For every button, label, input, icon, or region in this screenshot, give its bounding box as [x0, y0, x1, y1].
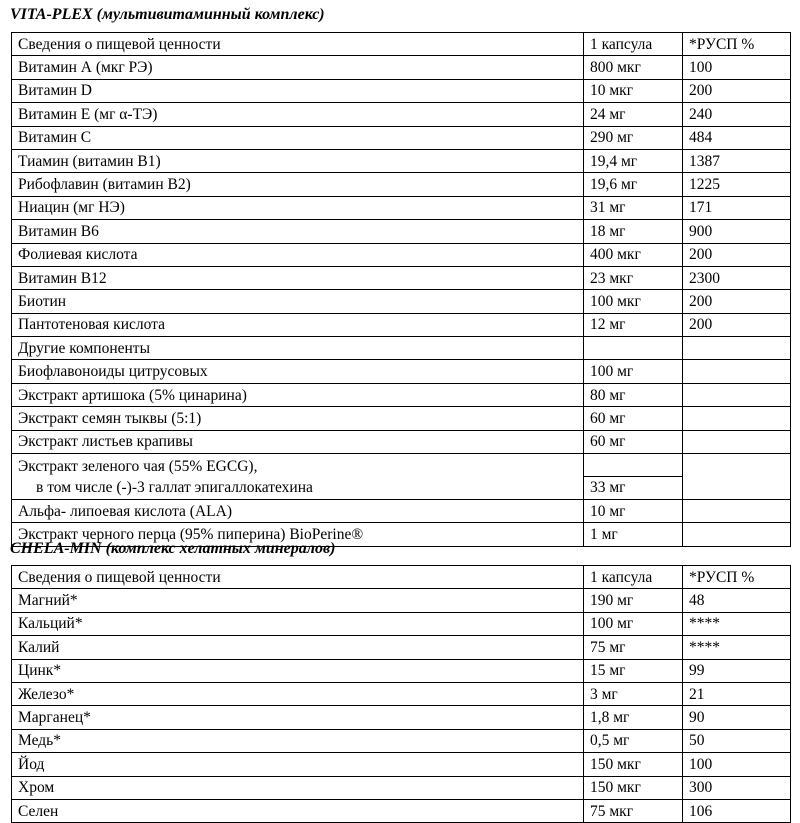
nutrient-name-cell: Ниацин (мг НЭ)	[12, 196, 584, 219]
amount-per-capsule-cell: 15 мг	[584, 659, 683, 682]
table-row	[12, 360, 791, 383]
daily-value-percent-cell: 90	[683, 706, 791, 729]
amount-per-capsule-cell	[584, 337, 683, 360]
table-row	[12, 636, 791, 659]
table-row	[12, 149, 791, 172]
vita-plex-table	[11, 32, 791, 547]
table-row	[12, 799, 791, 822]
nutrient-name-cell: Витамин D	[12, 79, 584, 102]
amount-per-capsule-cell: 1 капсула	[584, 33, 683, 56]
nutrient-name-cell: Пантотеновая кислота	[12, 313, 584, 336]
table-row	[12, 706, 791, 729]
daily-value-percent-cell: 99	[683, 659, 791, 682]
nutrient-name-cell: Железо*	[12, 682, 584, 705]
amount-per-capsule-cell: 18 мг	[584, 220, 683, 243]
amount-per-capsule-cell: 800 мкг	[584, 56, 683, 79]
chela-min-title: CHELA-MIN (комплекс хелатных минералов)	[10, 540, 336, 557]
table-row	[12, 776, 791, 799]
daily-value-percent-cell: 900	[683, 220, 791, 243]
table-row	[12, 313, 791, 336]
daily-value-percent-cell: 200	[683, 79, 791, 102]
daily-value-percent-cell: 200	[683, 313, 791, 336]
daily-value-percent-cell: 484	[683, 126, 791, 149]
table-row	[12, 266, 791, 289]
nutrient-name-cell: Сведения о пищевой ценности	[12, 33, 584, 56]
daily-value-percent-cell: 100	[683, 56, 791, 79]
table-row	[12, 243, 791, 266]
amount-per-capsule-cell: 1,8 мг	[584, 706, 683, 729]
amount-per-capsule-cell: 75 мг	[584, 636, 683, 659]
nutrient-name-cell: Витамин Е (мг α-ТЭ)	[12, 103, 584, 126]
amount-per-capsule-cell: 190 мг	[584, 589, 683, 612]
amount-per-capsule-cell: 100 мг	[584, 360, 683, 383]
daily-value-percent-cell	[683, 360, 791, 383]
amount-per-capsule-cell: 24 мг	[584, 103, 683, 126]
table-row	[12, 729, 791, 752]
daily-value-percent-cell: 21	[683, 682, 791, 705]
nutrient-name-cell: Йод	[12, 753, 584, 776]
daily-value-percent-cell: 106	[683, 799, 791, 822]
nutrient-name-cell: Экстракт черного перца (95% пиперина) BioPerine®	[12, 523, 584, 546]
amount-per-capsule-cell: 150 мкг	[584, 753, 683, 776]
daily-value-percent-cell: 100	[683, 753, 791, 776]
amount-per-capsule-cell: 19,4 мг	[584, 149, 683, 172]
daily-value-percent-cell: ****	[683, 612, 791, 635]
daily-value-percent-cell	[683, 500, 791, 523]
nutrient-name-cell: Фолиевая кислота	[12, 243, 584, 266]
daily-value-percent-cell: 200	[683, 290, 791, 313]
daily-value-percent-cell: 171	[683, 196, 791, 219]
daily-value-percent-cell: 50	[683, 729, 791, 752]
nutrient-name-cell	[12, 454, 584, 500]
amount-per-capsule-cell: 0,5 мг	[584, 729, 683, 752]
amount-per-capsule-cell: 75 мкг	[584, 799, 683, 822]
daily-value-percent-cell: *РУСП %	[683, 566, 791, 589]
nutrient-name-cell: Цинк*	[12, 659, 584, 682]
amount-per-capsule-cell: 19,6 мг	[584, 173, 683, 196]
nutrient-name-cell: Экстракт артишока (5% цинарина)	[12, 383, 584, 406]
amount-per-capsule-cell: 60 мг	[584, 430, 683, 453]
daily-value-percent-cell: 1387	[683, 149, 791, 172]
daily-value-percent-cell	[683, 337, 791, 360]
amount-per-capsule-cell: 10 мкг	[584, 79, 683, 102]
daily-value-percent-cell	[683, 407, 791, 430]
amount-per-capsule-cell: 100 мкг	[584, 290, 683, 313]
daily-value-percent-cell	[683, 523, 791, 546]
table-row	[12, 612, 791, 635]
amount-per-capsule-cell: 23 мкг	[584, 266, 683, 289]
nutrient-name-cell: Кальций*	[12, 612, 584, 635]
daily-value-percent-cell	[683, 430, 791, 453]
table-row	[12, 56, 791, 79]
daily-value-percent-cell: 2300	[683, 266, 791, 289]
nutrient-name-cell: Другие компоненты	[12, 337, 584, 360]
table-row	[12, 103, 791, 126]
table-row	[12, 589, 791, 612]
green-tea-amount: 33 мг	[584, 476, 682, 499]
table-header-row	[12, 33, 791, 56]
table-header-row	[12, 566, 791, 589]
amount-per-capsule-cell: 31 мг	[584, 196, 683, 219]
vita-plex-title: VITA-PLEX (мультивитаминный комплекс)	[10, 6, 325, 23]
nutrient-name-cell: Тиамин (витамин В1)	[12, 149, 584, 172]
nutrient-name-cell: Хром	[12, 776, 584, 799]
green-tea-line-1: Экстракт зеленого чая (55% EGCG),	[18, 457, 258, 475]
amount-per-capsule-cell: 1 мг	[584, 523, 683, 546]
nutrient-name-cell: Сведения о пищевой ценности	[12, 566, 584, 589]
table-row	[12, 682, 791, 705]
table-row	[12, 500, 791, 523]
table-row	[12, 430, 791, 453]
daily-value-percent-cell: 48	[683, 589, 791, 612]
nutrient-name-cell: Биотин	[12, 290, 584, 313]
nutrient-name-cell: Калий	[12, 636, 584, 659]
table-row	[12, 173, 791, 196]
amount-per-capsule-cell: 3 мг	[584, 682, 683, 705]
nutrient-name-cell: Рибофлавин (витамин В2)	[12, 173, 584, 196]
chela-min-table	[11, 565, 791, 823]
table-row	[12, 79, 791, 102]
nutrient-name-cell: Альфа- липоевая кислота (ALA)	[12, 500, 584, 523]
nutrient-name-cell: Медь*	[12, 729, 584, 752]
table-row-green-tea	[12, 454, 791, 500]
amount-per-capsule-cell: 80 мг	[584, 383, 683, 406]
amount-per-capsule-cell: 10 мг	[584, 500, 683, 523]
daily-value-percent-cell: 1225	[683, 173, 791, 196]
nutrient-name-cell: Марганец*	[12, 706, 584, 729]
amount-per-capsule-cell: 400 мкг	[584, 243, 683, 266]
daily-value-percent-cell	[683, 454, 791, 500]
table-row	[12, 196, 791, 219]
daily-value-percent-cell: 200	[683, 243, 791, 266]
table-row	[12, 753, 791, 776]
table-row	[12, 383, 791, 406]
table-row	[12, 659, 791, 682]
amount-per-capsule-cell: 12 мг	[584, 313, 683, 336]
table-row	[12, 290, 791, 313]
daily-value-percent-cell	[683, 383, 791, 406]
amount-per-capsule-cell: 290 мг	[584, 126, 683, 149]
amount-per-capsule-cell: 150 мкг	[584, 776, 683, 799]
nutrient-name-cell: Магний*	[12, 589, 584, 612]
daily-value-percent-cell: 300	[683, 776, 791, 799]
table-row	[12, 220, 791, 243]
green-tea-line-2: в том числе (-)-3 галлат эпигаллокатехина	[36, 478, 313, 496]
nutrient-name-cell: Витамин В6	[12, 220, 584, 243]
nutrient-name-cell: Экстракт семян тыквы (5:1)	[12, 407, 584, 430]
table-row	[12, 337, 791, 360]
amount-per-capsule-cell: 60 мг	[584, 407, 683, 430]
amount-per-capsule-cell: 1 капсула	[584, 566, 683, 589]
nutrient-name-cell: Селен	[12, 799, 584, 822]
amount-per-capsule-cell	[584, 454, 683, 500]
amount-per-capsule-cell: 100 мг	[584, 612, 683, 635]
daily-value-percent-cell: 240	[683, 103, 791, 126]
nutrient-name-cell: Биофлавоноиды цитрусовых	[12, 360, 584, 383]
nutrient-name-cell: Витамин А (мкг РЭ)	[12, 56, 584, 79]
daily-value-percent-cell: ****	[683, 636, 791, 659]
table-row	[12, 126, 791, 149]
nutrient-name-cell: Витамин С	[12, 126, 584, 149]
nutrient-name-cell: Витамин В12	[12, 266, 584, 289]
nutrient-name-cell: Экстракт листьев крапивы	[12, 430, 584, 453]
table-row	[12, 407, 791, 430]
daily-value-percent-cell: *РУСП %	[683, 33, 791, 56]
